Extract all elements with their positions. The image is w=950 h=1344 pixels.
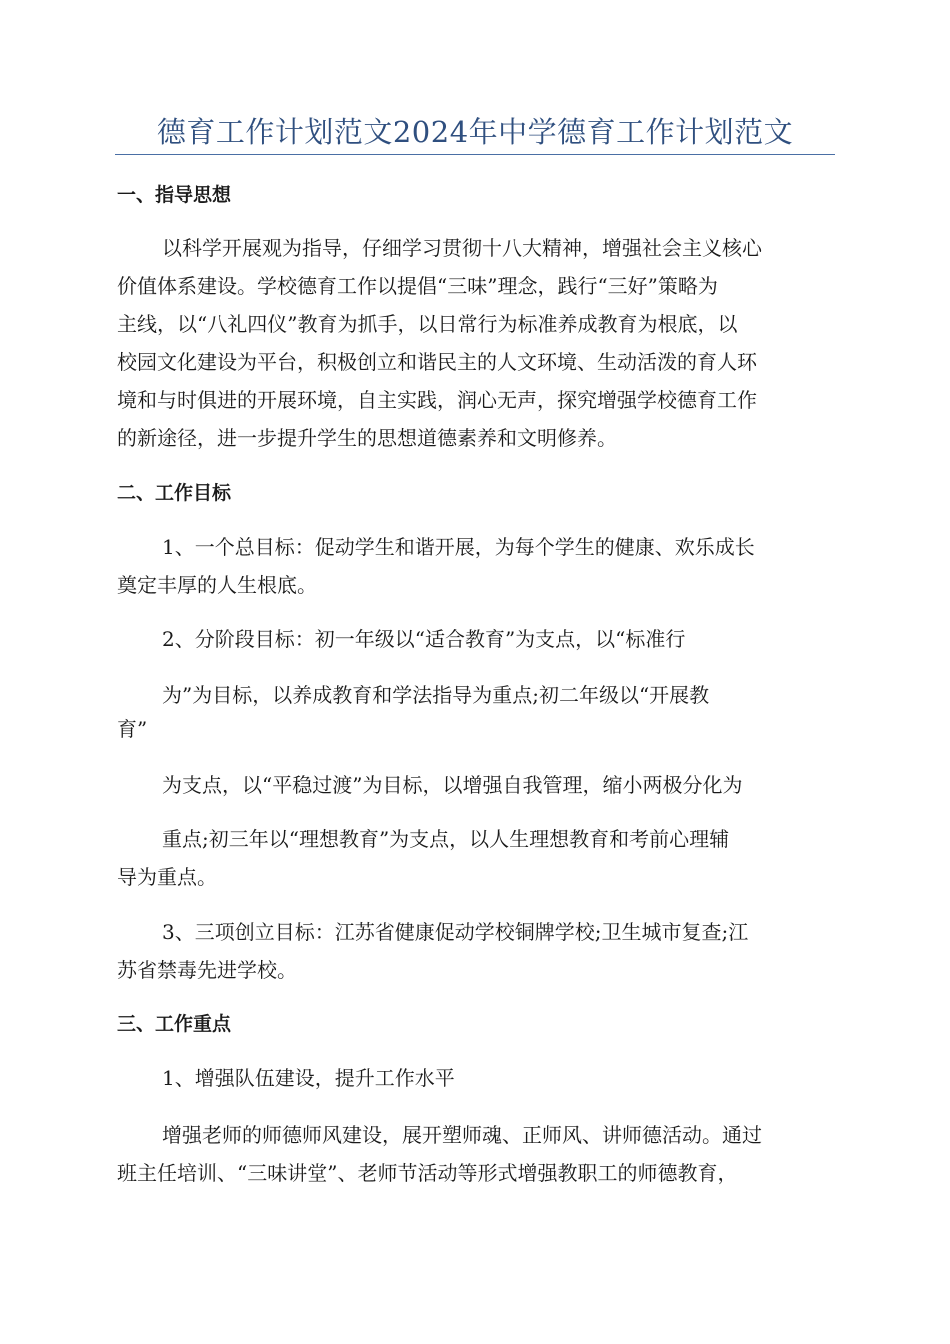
paragraph-goal-3 [117, 913, 748, 989]
paragraph-line: 价值体系建设。学校德育工作以提倡“三味”理念，践行“三好”策略为 [117, 274, 718, 298]
paragraph-goal-2-part-a [162, 620, 685, 658]
paragraph-line: 校园文化建设为平台，积极创立和谐民主的人文环境、生动活泼的育人环 [117, 350, 757, 374]
paragraph-line: 奠定丰厚的人生根底。 [117, 573, 317, 597]
paragraph-line: 导为重点。 [117, 865, 217, 889]
paragraph-line: 苏省禁毒先进学校。 [117, 958, 297, 982]
paragraph-focus-1-title [162, 1059, 455, 1097]
paragraph-goal-2-part-c [162, 766, 742, 804]
paragraph-line: 3、三项创立目标：江苏省健康促动学校铜牌学校;卫生城市复查;江 [162, 920, 749, 944]
paragraph-goal-2-part-b [117, 676, 709, 748]
paragraph-line: 育” [117, 717, 148, 741]
paragraph-line: 境和与时俱进的开展环境，自主实践，润心无声，探究增强学校德育工作 [117, 388, 757, 412]
paragraph-line: 班主任培训、“三味讲堂”、老师节活动等形式增强教职工的师德教育， [117, 1161, 738, 1185]
paragraph-focus-1-body [117, 1116, 762, 1192]
paragraph-line: 增强老师的师德师风建设，展开塑师魂、正师风、讲师德活动。通过 [162, 1123, 762, 1147]
paragraph-goal-2-part-d [117, 820, 729, 896]
section-heading-work-goals: 二、工作目标 [117, 482, 232, 504]
document-title: 德育工作计划范文2024年中学德育工作计划范文 [156, 115, 794, 149]
paragraph-line: 为支点，以“平稳过渡”为目标，以增强自我管理，缩小两极分化为 [162, 773, 743, 797]
paragraph-guiding-thought [117, 229, 762, 457]
paragraph-line: 为”为目标，以养成教育和学法指导为重点;初二年级以“开展教 [162, 683, 710, 707]
paragraph-line: 主线，以“八礼四仪”教育为抓手，以日常行为标准养成教育为根底，以 [117, 312, 738, 336]
paragraph-line: 的新途径，进一步提升学生的思想道德素养和文明修养。 [117, 426, 617, 450]
section-heading-work-focus: 三、工作重点 [117, 1013, 232, 1035]
paragraph-line: 以科学开展观为指导，仔细学习贯彻十八大精神，增强社会主义核心 [162, 236, 762, 260]
paragraph-line: 1、增强队伍建设，提升工作水平 [162, 1066, 455, 1090]
paragraph-goal-1 [117, 528, 755, 604]
title-underline [115, 154, 835, 155]
paragraph-line: 重点;初三年以“理想教育”为支点，以人生理想教育和考前心理辅 [162, 827, 730, 851]
paragraph-line: 2、分阶段目标：初一年级以“适合教育”为支点，以“标准行 [162, 627, 686, 651]
section-heading-guiding-thought: 一、指导思想 [117, 184, 232, 206]
paragraph-line: 1、一个总目标：促动学生和谐开展，为每个学生的健康、欢乐成长 [162, 535, 755, 559]
